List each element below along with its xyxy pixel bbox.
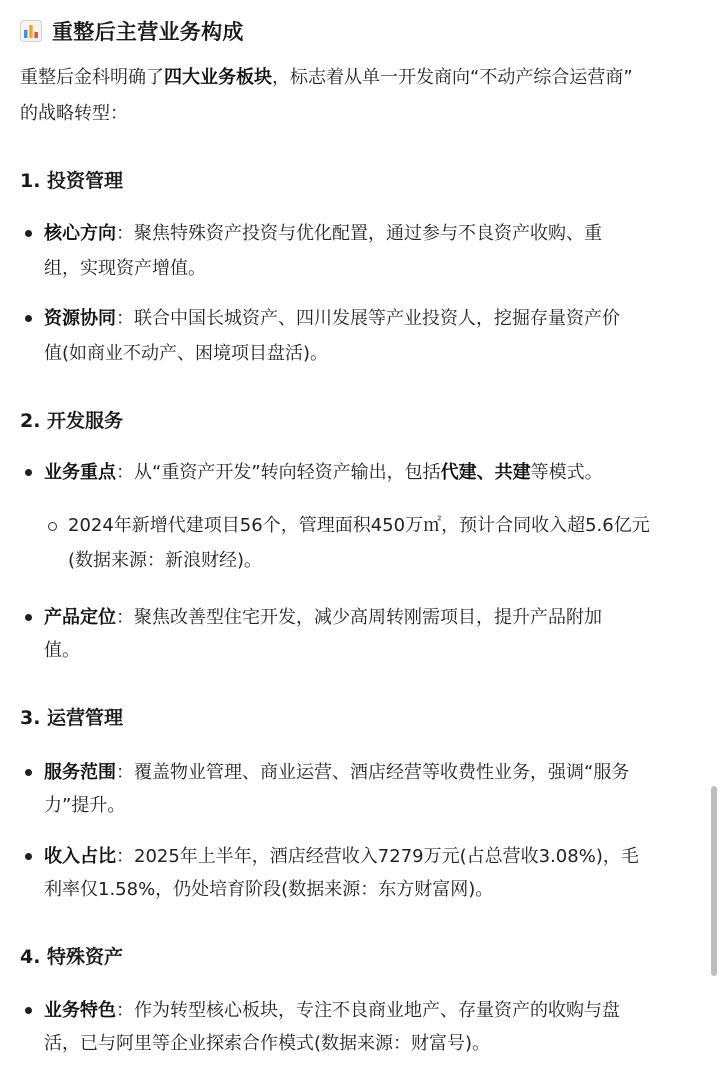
section-heading-special-assets: 4. 特殊资产 <box>20 946 124 968</box>
bullet-label: 业务特色 <box>44 1000 116 1021</box>
bullet-dot <box>25 1007 32 1014</box>
list-item-line <box>44 600 602 636</box>
bullet-label: 核心方向 <box>44 223 116 244</box>
list-item-line-cont: 值(如商业不动产、困境项目盘活)。 <box>44 343 329 364</box>
intro-line-2: 的战略转型： <box>20 103 128 124</box>
bullet-dot <box>25 230 32 237</box>
list-item-line-cont: 值。 <box>44 640 80 661</box>
sub-list-item-line-cont: (数据来源：新浪财经)。 <box>68 550 263 571</box>
intro-text: 重整后金科明确了 <box>20 67 164 88</box>
bullet-label: 收入占比 <box>44 846 116 867</box>
intro-bold: 四大业务板块 <box>164 67 272 88</box>
intro-text-tail: ，标志着从单一开发商向“不动产综合运营商” <box>272 67 633 88</box>
bullet-text: ：联合中国长城资产、四川发展等产业投资人，挖掘存量资产价 <box>116 308 620 329</box>
list-item-line-cont: 活，已与阿里等企业探索合作模式(数据来源：财富号)。 <box>44 1033 491 1054</box>
list-item-line <box>44 216 602 252</box>
list-item-line-cont: 力”提升。 <box>44 795 126 816</box>
bullet-label: 资源协同 <box>44 308 116 329</box>
list-item-line <box>44 993 620 1029</box>
bullet-dot <box>25 469 32 476</box>
list-item-line <box>44 301 620 337</box>
section-title <box>20 14 244 48</box>
list-item-line-cont: 组，实现资产增值。 <box>44 258 206 279</box>
bullet-text: ：2025年上半年，酒店经营收入7279万元(占总营收3.08%)，毛 <box>116 846 639 867</box>
bullet-text-tail: 等模式。 <box>530 462 603 483</box>
bullet-dot <box>25 769 32 776</box>
bullet-dot <box>25 853 32 860</box>
vertical-scrollbar[interactable] <box>711 786 717 976</box>
section-heading-development: 2. 开发服务 <box>20 410 124 432</box>
list-item-line <box>44 839 639 875</box>
sub-bullet-circle <box>48 522 57 531</box>
bar-chart-icon <box>20 20 42 42</box>
bullet-label: 服务范围 <box>44 762 116 783</box>
bullet-text: ：从“重资产开发”转向轻资产输出，包括 <box>116 462 441 483</box>
list-item-line <box>44 455 603 491</box>
sub-list-item-line: 2024年新增代建项目56个，管理面积450万㎡，预计合同收入超5.6亿元 <box>68 515 650 536</box>
list-item-line <box>44 755 629 791</box>
bullet-text: ：覆盖物业管理、商业运营、酒店经营等收费性业务，强调“服务 <box>116 762 630 783</box>
bullet-dot <box>25 614 32 621</box>
list-item-line-cont: 利率仅1.58%，仍处培育阶段(数据来源：东方财富网)。 <box>44 879 494 900</box>
bullet-text: ：聚焦改善型住宅开发，减少高周转刚需项目，提升产品附加 <box>116 607 602 628</box>
section-heading-operations: 3. 运营管理 <box>20 707 124 729</box>
bullet-dot <box>25 315 32 322</box>
section-heading-investment: 1. 投资管理 <box>20 170 124 192</box>
bullet-text: ：作为转型核心板块，专注不良商业地产、存量资产的收购与盘 <box>116 1000 620 1021</box>
intro-line-1 <box>20 60 633 96</box>
bullet-label: 业务重点 <box>44 462 116 483</box>
bullet-bold: 代建、共建 <box>440 462 531 483</box>
page-title: 重整后主营业务构成 <box>52 20 244 44</box>
bullet-label: 产品定位 <box>44 607 116 628</box>
bullet-text: ：聚焦特殊资产投资与优化配置，通过参与不良资产收购、重 <box>116 223 602 244</box>
